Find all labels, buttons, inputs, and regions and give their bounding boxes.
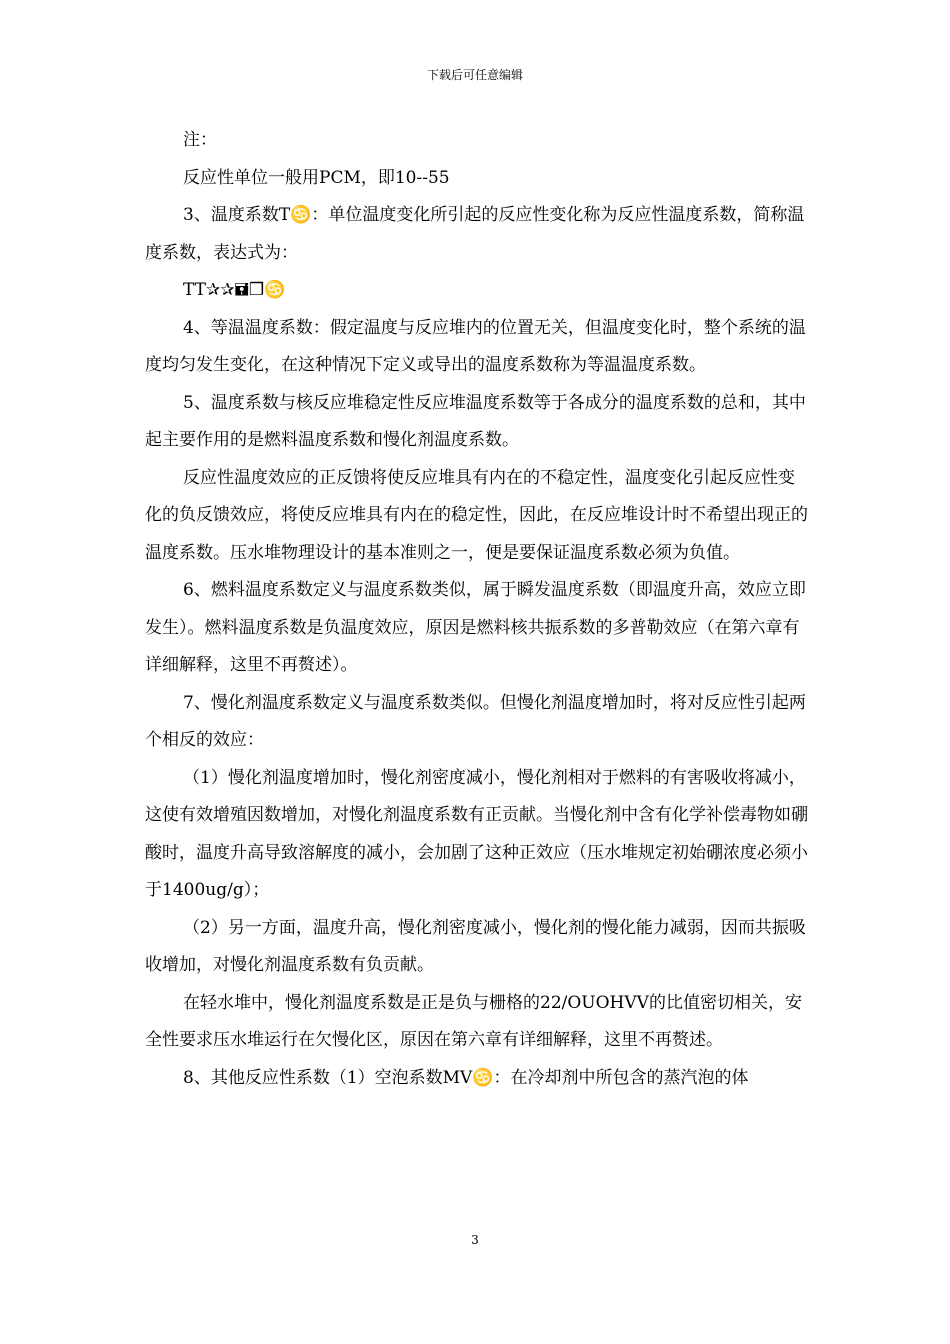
page-number: 3 — [471, 1233, 479, 1247]
page-header: 下载后可任意编辑 — [426, 68, 523, 82]
paragraph-stability: 5、温度系数与核反应堆稳定性反应堆温度系数等于各成分的温度系数的总和，其中起主要作用的是燃料温度系数和慢化剂温度系数。 — [145, 392, 806, 450]
paragraph-light-water-reactor: 在轻水堆中，慢化剂温度系数是正是负与栅格的22/OUOHVV的比值密切相关，安全性要求压水堆运行在欠慢化区，原因在第六章有详细解释，这里不再赘述。 — [145, 992, 802, 1050]
document-body — [145, 122, 808, 1097]
paragraph-other-coefficients: 8、其他反应性系数（1）空泡系数MV♋：在冷却剂中所包含的蒸汽泡的体 — [183, 1067, 749, 1088]
paragraph-note: 注： — [183, 130, 217, 150]
paragraph-feedback: 反应性温度效应的正反馈将使反应堆具有内在的不稳定性，温度变化引起反应性变化的负反馈效应，将使反应堆具有内在的稳定性，因此，在反应堆设计时不希望出现正的温度系数。压水堆物理设计的基本准则之一，便是要保证温度系数必须为负值。 — [145, 467, 808, 563]
paragraph-temperature-coefficient: 3、温度系数T♋：单位温度变化所引起的反应性变化称为反应性温度系数，简称温度系数，表达式为： — [145, 205, 805, 263]
paragraph-isothermal-coefficient: 4、等温温度系数：假定温度与反应堆内的位置无关，但温度变化时，整个系统的温度均匀发生变化，在这种情况下定义或导出的温度系数称为等温温度系数。 — [145, 317, 806, 375]
paragraph-moderator-coefficient: 7、慢化剂温度系数定义与温度系数类似。但慢化剂温度增加时，将对反应性引起两个相反的效应： — [145, 692, 806, 750]
paragraph-effect-2: （2）另一方面，温度升高，慢化剂密度减小，慢化剂的慢化能力减弱，因而共振吸收增加，对慢化剂温度系数有负贡献。 — [145, 917, 806, 975]
paragraph-pcm-unit: 反应性单位一般用PCM，即10--55 — [183, 167, 450, 188]
paragraph-formula: TT✰✰🖬❒♋ — [183, 280, 286, 300]
paragraph-fuel-coefficient: 6、燃料温度系数定义与温度系数类似，属于瞬发温度系数（即温度升高，效应立即发生）。燃料温度系数是负温度效应，原因是燃料核共振系数的多普勒效应（在第六章有详细解释，这里不再赘述）。 — [145, 580, 806, 675]
paragraph-effect-1: （1）慢化剂温度增加时，慢化剂密度减小，慢化剂相对于燃料的有害吸收将减小，这使有效增殖因数增加，对慢化剂温度系数有正贡献。当慢化剂中含有化学补偿毒物如硼酸时，温度升高导致溶解度的减小，会加剧了这种正效应（压水堆规定初始硼浓度必须小于1400ug/g）； — [145, 767, 808, 900]
